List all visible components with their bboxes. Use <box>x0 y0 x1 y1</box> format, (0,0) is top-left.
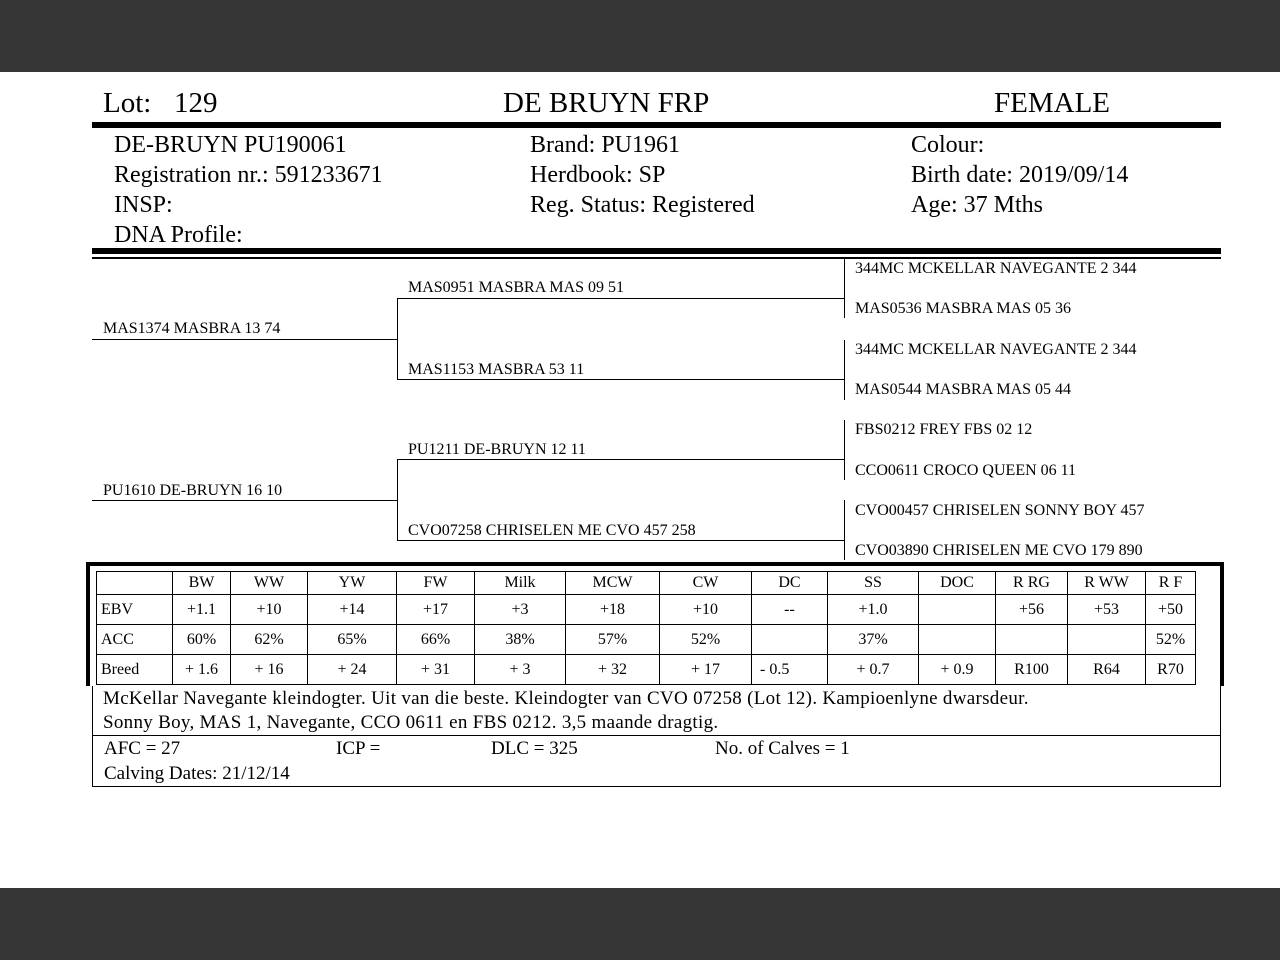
bottom-letterbox-bar <box>0 888 1280 960</box>
table-row <box>97 655 1196 685</box>
table-cell <box>996 625 1068 655</box>
table-cell: +18 <box>566 595 660 625</box>
table-cell <box>919 625 996 655</box>
reproduction-box <box>92 736 1221 787</box>
table-cell: 37% <box>828 625 919 655</box>
pedigree-ggp: 344MC MCKELLAR NAVEGANTE 2 344 <box>855 260 1137 277</box>
table-header-cell: WW <box>231 572 308 595</box>
pedigree-line <box>397 379 845 380</box>
table-cell: 65% <box>308 625 397 655</box>
table-header-cell: FW <box>397 572 475 595</box>
sex-label: FEMALE <box>994 87 1110 119</box>
brand-field: Brand: PU1961 <box>530 132 680 158</box>
ebv-header-row <box>97 572 1196 595</box>
table-cell: + 1.6 <box>173 655 231 685</box>
table-header-cell <box>97 572 173 595</box>
pedigree-ggp: FBS0212 FREY FBS 02 12 <box>855 421 1033 438</box>
table-cell: +3 <box>475 595 566 625</box>
pedigree-bracket <box>844 380 845 400</box>
reg-status-field: Reg. Status: Registered <box>530 192 755 218</box>
pedigree-ggp: CVO00457 CHRISELEN SONNY BOY 457 <box>855 502 1145 519</box>
table-header-cell: R RG <box>996 572 1068 595</box>
lot-label: Lot: <box>103 87 152 119</box>
table-cell: +1.0 <box>828 595 919 625</box>
insp-field: INSP: <box>114 192 173 218</box>
breeder-name: DE BRUYN FRP <box>503 87 710 119</box>
icp-field: ICP = <box>336 738 381 759</box>
table-cell: 52% <box>660 625 752 655</box>
table-row <box>97 595 1196 625</box>
table-header-cell: YW <box>308 572 397 595</box>
table-cell <box>752 625 828 655</box>
pedigree-sire: MAS1374 MASBRA 13 74 <box>103 320 281 337</box>
table-cell: + 17 <box>660 655 752 685</box>
pedigree-line <box>397 459 845 460</box>
row-label: EBV <box>97 595 173 625</box>
pedigree-ggp: CVO03890 CHRISELEN ME CVO 179 890 <box>855 542 1143 559</box>
pedigree-line <box>92 500 398 501</box>
pedigree-bracket <box>397 460 398 541</box>
table-cell: + 0.7 <box>828 655 919 685</box>
lot-number: 129 <box>174 87 218 119</box>
table-cell: R100 <box>996 655 1068 685</box>
pedigree-line <box>397 298 845 299</box>
table-cell: +10 <box>231 595 308 625</box>
table-header-cell: DC <box>752 572 828 595</box>
table-cell: +10 <box>660 595 752 625</box>
birth-date-field: Birth date: 2019/09/14 <box>911 162 1129 188</box>
table-header-cell: BW <box>173 572 231 595</box>
pedigree-dam-sire: PU1211 DE-BRUYN 12 11 <box>408 441 586 458</box>
comment-line: McKellar Navegante kleindogter. Uit van die beste. Kleindogter van CVO 07258 (Lot 12). Kampioenlyne dwarsdeur. <box>103 688 1029 709</box>
pedigree-sire-dam: MAS1153 MASBRA 53 11 <box>408 361 585 378</box>
table-header-cell: Milk <box>475 572 566 595</box>
calves-count-field: No. of Calves = 1 <box>715 738 850 759</box>
comments-box <box>92 686 1221 736</box>
pedigree-line <box>397 540 845 541</box>
table-header-cell: MCW <box>566 572 660 595</box>
dlc-field: DLC = 325 <box>491 738 578 759</box>
age-field: Age: 37 Mths <box>911 192 1043 218</box>
table-cell: 66% <box>397 625 475 655</box>
pedigree-sire-sire: MAS0951 MASBRA MAS 09 51 <box>408 279 625 296</box>
table-cell <box>1068 625 1146 655</box>
animal-name: DE-BRUYN PU190061 <box>114 132 347 158</box>
ebv-table <box>96 571 1196 685</box>
pedigree-ggp: MAS0536 MASBRA MAS 05 36 <box>855 300 1072 317</box>
table-cell: +56 <box>996 595 1068 625</box>
info-rule-thin <box>92 257 1221 259</box>
colour-field: Colour: <box>911 132 985 158</box>
registration-number: Registration nr.: 591233671 <box>114 162 383 188</box>
table-cell: 57% <box>566 625 660 655</box>
table-cell: +50 <box>1146 595 1196 625</box>
calving-dates-field: Calving Dates: 21/12/14 <box>104 763 290 784</box>
table-row <box>97 625 1196 655</box>
table-cell: + 24 <box>308 655 397 685</box>
pedigree-bracket <box>844 258 845 298</box>
table-cell: R70 <box>1146 655 1196 685</box>
table-cell: -- <box>752 595 828 625</box>
table-header-cell: CW <box>660 572 752 595</box>
table-cell: R64 <box>1068 655 1146 685</box>
pedigree-bracket <box>844 420 845 460</box>
pedigree-bracket <box>844 540 845 560</box>
comment-line: Sonny Boy, MAS 1, Navegante, CCO 0611 en FBS 0212. 3,5 maande dragtig. <box>103 712 719 733</box>
table-cell: +1.1 <box>173 595 231 625</box>
ebv-table-frame <box>86 562 1224 686</box>
table-header-cell: DOC <box>919 572 996 595</box>
row-label: ACC <box>97 625 173 655</box>
table-header-cell: SS <box>828 572 919 595</box>
table-header-cell: R WW <box>1068 572 1146 595</box>
pedigree-bracket <box>844 500 845 540</box>
pedigree-bracket <box>397 299 398 380</box>
pedigree-ggp: 344MC MCKELLAR NAVEGANTE 2 344 <box>855 341 1137 358</box>
table-cell <box>919 595 996 625</box>
pedigree-bracket <box>844 460 845 480</box>
dna-profile-field: DNA Profile: <box>114 222 243 248</box>
table-header-cell: R F <box>1146 572 1196 595</box>
pedigree-bracket <box>844 340 845 380</box>
table-cell: +14 <box>308 595 397 625</box>
table-cell: - 0.5 <box>752 655 828 685</box>
table-cell: + 31 <box>397 655 475 685</box>
table-cell: + 0.9 <box>919 655 996 685</box>
table-cell: 38% <box>475 625 566 655</box>
table-cell: + 3 <box>475 655 566 685</box>
info-rule <box>92 248 1221 254</box>
table-cell: +17 <box>397 595 475 625</box>
table-cell: + 32 <box>566 655 660 685</box>
herdbook-field: Herdbook: SP <box>530 162 666 188</box>
afc-field: AFC = 27 <box>104 738 181 759</box>
table-cell: +53 <box>1068 595 1146 625</box>
table-cell: + 16 <box>231 655 308 685</box>
pedigree-line <box>92 339 398 340</box>
pedigree-dam: PU1610 DE-BRUYN 16 10 <box>103 482 283 499</box>
pedigree-dam-dam: CVO07258 CHRISELEN ME CVO 457 258 <box>408 522 696 539</box>
table-cell: 60% <box>173 625 231 655</box>
row-label: Breed <box>97 655 173 685</box>
top-letterbox-bar <box>0 0 1280 72</box>
header-rule <box>92 122 1221 128</box>
pedigree-bracket <box>844 298 845 318</box>
pedigree-ggp: MAS0544 MASBRA MAS 05 44 <box>855 381 1072 398</box>
table-cell: 52% <box>1146 625 1196 655</box>
pedigree-ggp: CCO0611 CROCO QUEEN 06 11 <box>855 462 1077 479</box>
table-cell: 62% <box>231 625 308 655</box>
